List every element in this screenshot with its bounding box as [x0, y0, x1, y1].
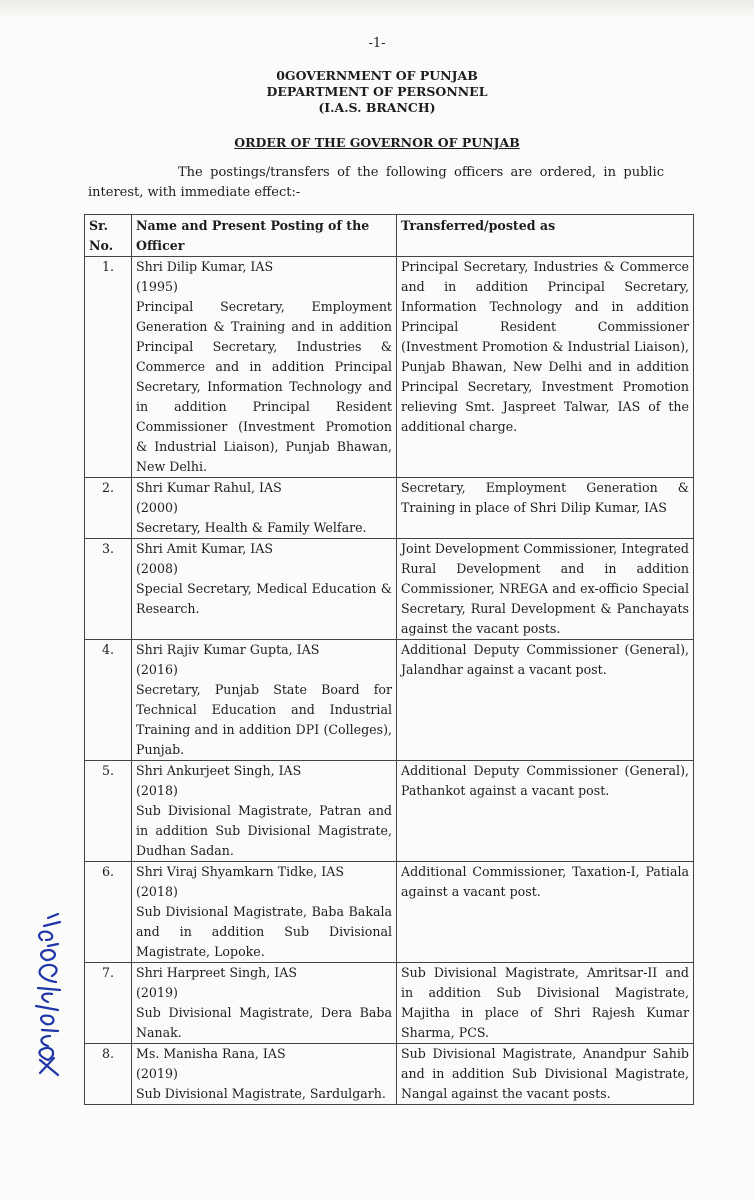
serial-number: 2. — [85, 478, 132, 539]
table-row — [85, 257, 694, 478]
scan-edge-shadow — [0, 0, 754, 18]
present-posting: Secretary, Punjab State Board for Technical Education and Industrial Training and in addition DPI (Colleges), Punjab. — [136, 682, 392, 757]
officer-name: Shri Dilip Kumar, IAS — [136, 259, 274, 274]
header-transferred-posted: Transferred/posted as — [397, 215, 694, 257]
officer-name: Ms. Manisha Rana, IAS — [136, 1046, 286, 1061]
transferred-posted-as: Additional Deputy Commissioner (General), Pathankot against a vacant post. — [397, 761, 694, 862]
header-government: 0GOVERNMENT OF PUNJAB — [276, 68, 478, 83]
document-header — [0, 68, 754, 116]
officer-present-posting — [132, 478, 397, 539]
table-row — [85, 862, 694, 963]
officer-present-posting — [132, 862, 397, 963]
serial-number: 7. — [85, 963, 132, 1044]
officer-present-posting — [132, 963, 397, 1044]
present-posting: Principal Secretary, Employment Generation & Training and in addition Principal Secretary, Industries & Commerce and in addition Principal Secretary, Information Technology and in addition Principal Resident Commissioner (Investment Promotion & Industrial Liaison), Punjab Bhawan, New Delhi. — [136, 299, 392, 474]
transferred-posted-as: Sub Divisional Magistrate, Anandpur Sahib and in addition Sub Divisional Magistrate, Nangal against the vacant posts. — [397, 1044, 694, 1105]
header-department: DEPARTMENT OF PERSONNEL — [266, 84, 488, 99]
officer-batch: (2008) — [136, 561, 178, 576]
page-number: -1- — [368, 36, 386, 51]
present-posting: Sub Divisional Magistrate, Patran and in addition Sub Divisional Magistrate, Dudhan Sadan. — [136, 803, 392, 858]
officer-batch: (2019) — [136, 985, 178, 1000]
officer-present-posting — [132, 539, 397, 640]
officer-batch: (2018) — [136, 884, 178, 899]
table-row — [85, 1044, 694, 1105]
table-row — [85, 761, 694, 862]
officer-present-posting — [132, 1044, 397, 1105]
table-row — [85, 478, 694, 539]
header-name-present-posting: Name and Present Posting of the Officer — [132, 215, 397, 257]
serial-number: 4. — [85, 640, 132, 761]
officer-name: Shri Amit Kumar, IAS — [136, 541, 273, 556]
officer-name: Shri Kumar Rahul, IAS — [136, 480, 282, 495]
officer-batch: (2018) — [136, 783, 178, 798]
serial-number: 5. — [85, 761, 132, 862]
transferred-posted-as: Joint Development Commissioner, Integrated Rural Development and in addition Commissioner, NREGA and ex-officio Special Secretary, Rural Development & Panchayats against the vacant posts. — [397, 539, 694, 640]
officer-name: Shri Rajiv Kumar Gupta, IAS — [136, 642, 320, 657]
transferred-posted-as: Principal Secretary, Industries & Commerce and in addition Principal Secretary, Information Technology and in addition Principal Resident Commissioner (Investment Promotion & Industrial Liaison), Punjab Bhawan, New Delhi and in addition Principal Secretary, Investment Promotion relieving Smt. Jaspreet Talwar, IAS of the additional charge. — [397, 257, 694, 478]
officer-name: Shri Harpreet Singh, IAS — [136, 965, 297, 980]
table-header-row — [85, 215, 694, 257]
present-posting: Secretary, Health & Family Welfare. — [136, 520, 367, 535]
order-title: ORDER OF THE GOVERNOR OF PUNJAB — [234, 135, 520, 150]
header-branch: (I.A.S. BRANCH) — [318, 100, 436, 115]
present-posting: Sub Divisional Magistrate, Baba Bakala and in addition Sub Divisional Magistrate, Lopoke. — [136, 904, 392, 959]
officer-batch: (2016) — [136, 662, 178, 677]
officer-present-posting — [132, 257, 397, 478]
header-sr-no: Sr. No. — [85, 215, 132, 257]
present-posting: Special Secretary, Medical Education & Research. — [136, 581, 392, 616]
table-body — [85, 257, 694, 1105]
intro-paragraph: The postings/transfers of the following officers are ordered, in public interest, with immediate effect:- — [88, 165, 664, 200]
serial-number: 6. — [85, 862, 132, 963]
officer-batch: (2000) — [136, 500, 178, 515]
serial-number: 3. — [85, 539, 132, 640]
transferred-posted-as: Additional Deputy Commissioner (General), Jalandhar against a vacant post. — [397, 640, 694, 761]
table-row — [85, 640, 694, 761]
present-posting: Sub Divisional Magistrate, Sardulgarh. — [136, 1086, 386, 1101]
present-posting: Sub Divisional Magistrate, Dera Baba Nanak. — [136, 1005, 392, 1040]
serial-number: 1. — [85, 257, 132, 478]
transferred-posted-as: Sub Divisional Magistrate, Amritsar-II and in addition Sub Divisional Magistrate, Majitha in place of Shri Rajesh Kumar Sharma, PCS. — [397, 963, 694, 1044]
handwritten-signature — [18, 910, 78, 1080]
serial-number: 8. — [85, 1044, 132, 1105]
table-row — [85, 963, 694, 1044]
officer-batch: (1995) — [136, 279, 178, 294]
transferred-posted-as: Additional Commissioner, Taxation-I, Patiala against a vacant post. — [397, 862, 694, 963]
officer-batch: (2019) — [136, 1066, 178, 1081]
postings-table — [84, 214, 694, 1105]
transferred-posted-as: Secretary, Employment Generation & Training in place of Shri Dilip Kumar, IAS — [397, 478, 694, 539]
officer-present-posting — [132, 640, 397, 761]
officer-name: Shri Viraj Shyamkarn Tidke, IAS — [136, 864, 344, 879]
officer-name: Shri Ankurjeet Singh, IAS — [136, 763, 302, 778]
table-row — [85, 539, 694, 640]
officer-present-posting — [132, 761, 397, 862]
